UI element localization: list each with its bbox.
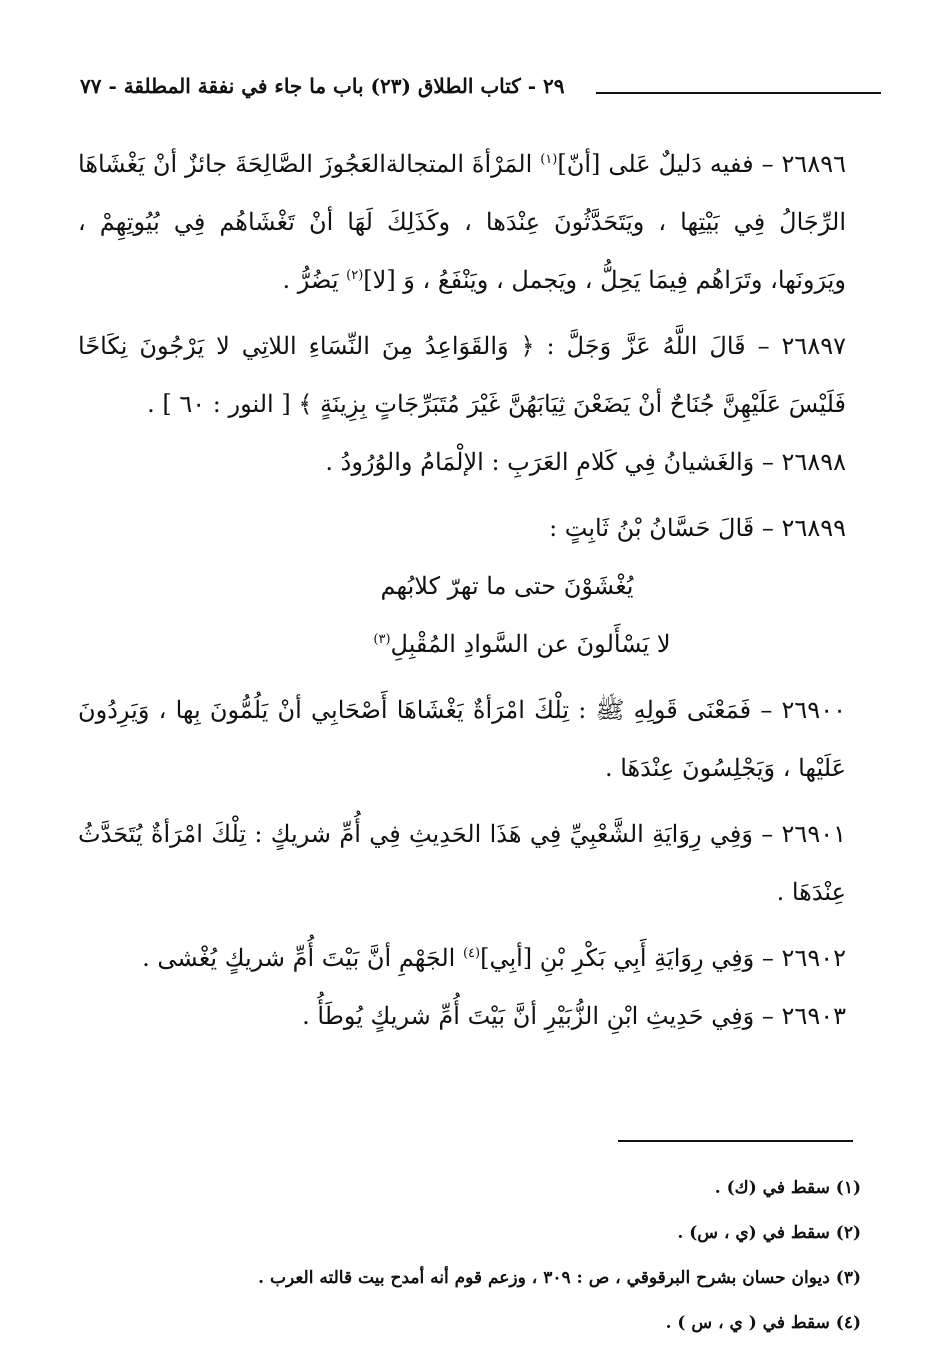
- paragraph-number: ٢٦٨٩٨: [781, 448, 846, 476]
- paragraph-text: قَالَ اللَّهُ عَزَّ وَجَلَّ : ﴿ وَالقَوَاعِدُ مِنَ النِّسَاءِ اللاتِي لا يَرْجُونَ نِكَاحًا فَلَيْسَ عَلَيْهِنَّ جُنَاحٌ أنْ يَضَعْنَ ثِيَابَهُنَّ غَيْرَ مُتَبَرِّجَاتٍ بِزِينَةٍ ﴾ [ النور : ٦٠ ] .: [78, 332, 846, 418]
- footnote-separator: [618, 1140, 853, 1142]
- paragraph-number: ٢٦٩٠٠: [781, 696, 846, 724]
- paragraph-text: المَرْأةَ المتجالةالعَجُوزَ الصَّالِحَةَ جائزٌ أنْ يَغْشَاهَا الرِّجَالُ فِي بَيْتِها ، ويَتَحَدَّثُونَ عِنْدَها ، وكَذَلِكَ لَهَا أنْ تَغْشَاهُم فِي بُيُوتِهِمْ ، ويَرَونَها، وتَرَاهُم فِيمَا يَحِلُّ ، ويَجمل ، ويَنْفَعُ ، وَ [لا]: [78, 150, 846, 294]
- page-header: [80, 70, 881, 110]
- footnotes: [80, 1166, 861, 1346]
- paragraph-text: وَفِي رِوَايَةِ أَبِي بَكْرِ بْنِ [أبِي]: [480, 944, 755, 972]
- paragraph-text: وَالغَشيانُ فِي كَلامِ العَرَبِ : الإلْمَامُ والوُرُودُ .: [325, 448, 755, 476]
- main-text: [78, 135, 846, 1045]
- paragraph-26897: [78, 317, 846, 433]
- poem-line-1: يُغْشَوْنَ حتى ما تهرّ كلابُهم: [380, 572, 634, 600]
- dash: –: [761, 448, 774, 476]
- paragraph-number: ٢٦٩٠٣: [781, 1002, 846, 1030]
- paragraph-text: يَضُرُّ .: [282, 266, 347, 294]
- header-rule: [596, 92, 881, 94]
- dash: –: [761, 1002, 774, 1030]
- paragraph-number: ٢٦٩٠١: [781, 820, 846, 848]
- poem-text: لا يَسْأَلونَ عن السَّوادِ المُقْبِلِ: [390, 630, 671, 658]
- footnote-ref: (٣): [373, 632, 391, 647]
- footnote-ref: (٢): [346, 268, 364, 283]
- paragraph-text: قَالَ حَسَّانُ بْنُ ثَابِتٍ :: [549, 514, 755, 542]
- paragraph-text: ففيه دَليلٌ عَلى [أنّ]: [557, 150, 754, 178]
- paragraph-26899: [78, 499, 846, 557]
- paragraph-text: وَفِي حَدِيثِ ابْنِ الزُّبَيْرِ أنَّ بَيْتَ أُمِّ شريكٍ يُوطَأُ .: [302, 1002, 755, 1030]
- paragraph-26903: [78, 987, 846, 1045]
- paragraph-text: فَمَعْنَى قَولِهِ ﷺ : تِلْكَ امْرَأةٌ يَغْشَاهَا أَصْحَابِي أنْ يَلُمُّونَ بِها ، وَيَرِدُونَ عَلَيْها ، وَيَجْلِسُونَ عِنْدَهَا .: [78, 696, 846, 782]
- dash: –: [761, 820, 774, 848]
- paragraph-26896: [78, 135, 846, 309]
- dash: –: [760, 696, 773, 724]
- paragraph-26900: [78, 681, 846, 797]
- footnote-ref: (١): [540, 152, 558, 167]
- dash: –: [761, 150, 774, 178]
- poem-line-2: [78, 615, 846, 673]
- dash: –: [761, 514, 774, 542]
- paragraph-number: ٢٦٨٩٧: [781, 332, 846, 360]
- footnote-3: (٣) ديوان حسان بشرح البرقوقي ، ص : ٣٠٩ ، وزعم قوم أنه أمدح بيت قالته العرب .: [258, 1268, 861, 1288]
- paragraph-26898: [78, 433, 846, 491]
- footnote-1: (١) سقط في (ك) .: [714, 1178, 861, 1198]
- paragraph-number: ٢٦٨٩٩: [781, 514, 846, 542]
- paragraph-number: ٢٦٨٩٦: [781, 150, 846, 178]
- running-head: ٢٩ - كتاب الطلاق (٢٣) باب ما جاء في نفقة المطلقة - ٧٧: [80, 74, 565, 98]
- paragraph-26901: [78, 805, 846, 921]
- dash: –: [761, 944, 774, 972]
- footnote-2: (٢) سقط في (ي ، س) .: [677, 1223, 861, 1243]
- footnote-ref: (٤): [462, 946, 481, 961]
- dash: –: [757, 332, 770, 360]
- footnote-4: (٤) سقط في ( ي ، س ) .: [665, 1313, 861, 1333]
- paragraph-26902: [78, 929, 846, 987]
- paragraph-text: الجَهْمِ أنَّ بَيْتَ أُمِّ شريكٍ يُغْشى .: [142, 944, 463, 972]
- paragraph-text: وَفِي رِوَايَةِ الشَّعْبِيِّ فِي هَذَا الحَدِيثِ فِي أُمِّ شريكٍ : تِلْكَ امْرَأةٌ يُتَحَدَّثُ عِنْدَهَا .: [78, 820, 846, 906]
- paragraph-number: ٢٦٩٠٢: [781, 944, 846, 972]
